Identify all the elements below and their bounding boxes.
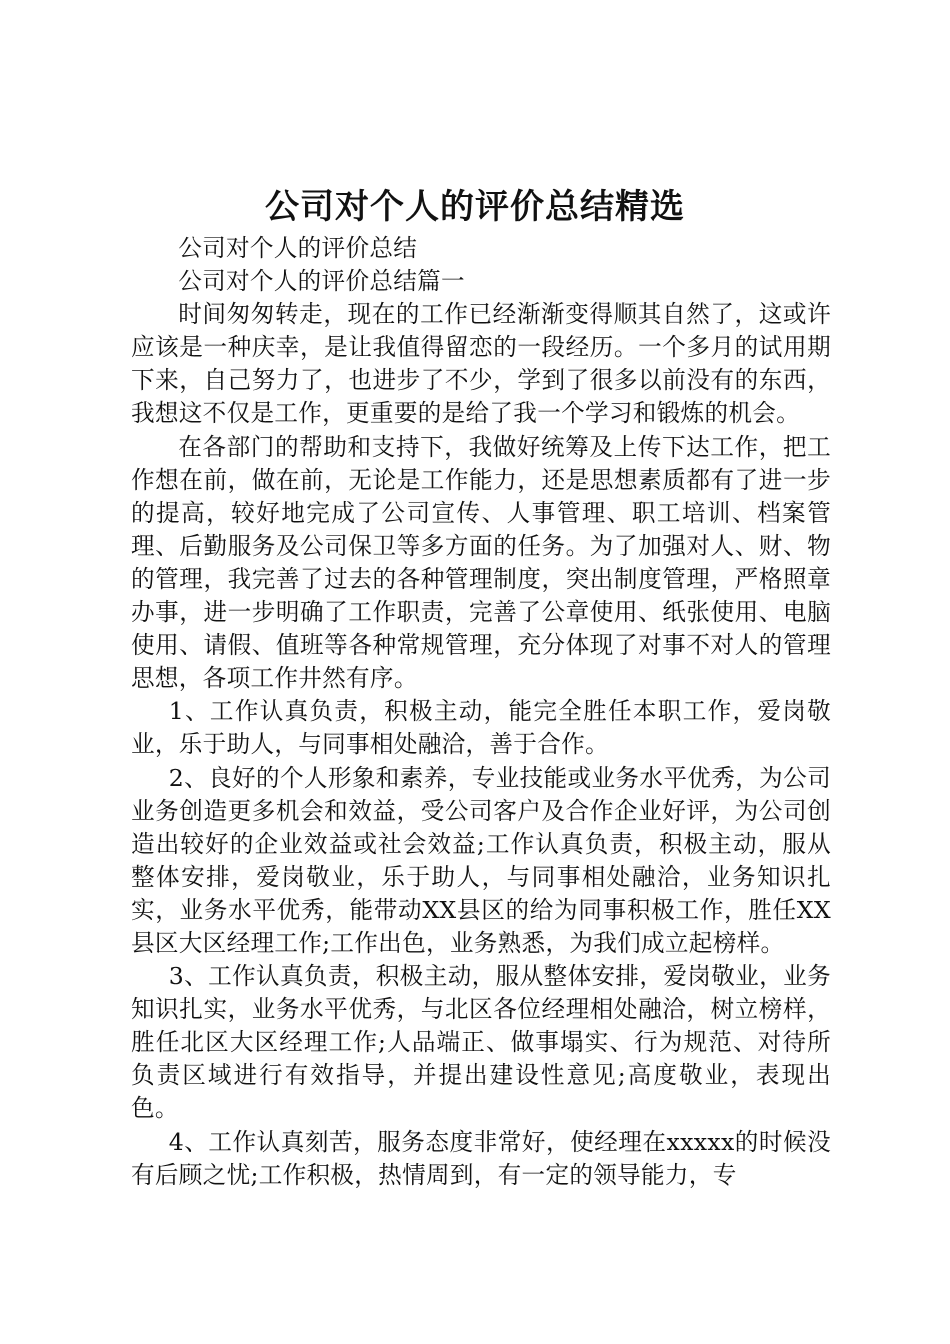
document-body bbox=[131, 232, 831, 1192]
paragraph-item-4: 4、工作认真刻苦，服务态度非常好，使经理在xxxxx的时候没有后顾之忧;工作积极，热情周到，有一定的领导能力，专 bbox=[131, 1127, 831, 1189]
paragraph-subtitle: 公司对个人的评价总结 bbox=[178, 234, 418, 262]
paragraph-item-2: 2、良好的个人形象和素养，专业技能或业务水平优秀，为公司业务创造更多机会和效益，受公司客户及合作企业好评，为公司创造出较好的企业效益或社会效益;工作认真负责，积极主动，服从整体安排，爱岗敬业，乐于助人，与同事相处融洽，业务知识扎实，业务水平优秀，能带动XX县区的给为同事积极工作，胜任XX县区大区经理工作;工作出色，业务熟悉，为我们成立起榜样。 bbox=[131, 763, 831, 957]
paragraph-item-3: 3、工作认真负责，积极主动，服从整体安排，爱岗敬业，业务知识扎实，业务水平优秀，与北区各位经理相处融洽，树立榜样，胜任北区大区经理工作;人品端正、做事塌实、行为规范、对待所负责区域进行有效指导，并提出建设性意见;高度敬业，表现出色。 bbox=[131, 962, 831, 1123]
document-title: 公司对个人的评价总结精选 bbox=[265, 187, 685, 227]
paragraph-section-heading: 公司对个人的评价总结篇一 bbox=[178, 267, 465, 296]
paragraph-item-1: 1、工作认真负责，积极主动，能完全胜任本职工作，爱岗敬业，乐于助人，与同事相处融洽，善于合作。 bbox=[131, 697, 831, 759]
paragraph-work-summary: 在各部门的帮助和支持下，我做好统筹及上传下达工作，把工作想在前，做在前，无论是工作能力，还是思想素质都有了进一步的提高，较好地完成了公司宣传、人事管理、职工培训、档案管理、后勤服务及公司保卫等多方面的任务。为了加强对人、财、物的管理，我完善了过去的各种管理制度，突出制度管理，严格照章办事，进一步明确了工作职责，完善了公章使用、纸张使用、电脑使用、请假、值班等各种常规管理，充分体现了对事不对人的管理思想，各项工作井然有序。 bbox=[131, 432, 831, 693]
paragraph-intro: 时间匆匆转走，现在的工作已经渐渐变得顺其自然了，这或许应该是一种庆幸，是让我值得留恋的一段经历。一个多月的试用期下来，自己努力了，也进步了不少，学到了很多以前没有的东西，我想这不仅是工作，更重要的是给了我一个学习和锻炼的机会。 bbox=[131, 300, 831, 428]
